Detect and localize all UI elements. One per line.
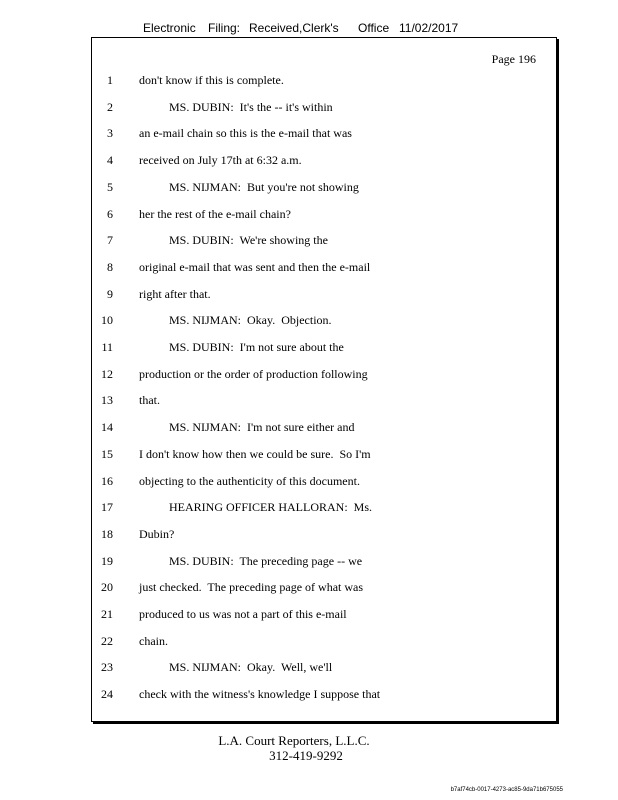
- line-text: produced to us was not a part of this e-mail: [139, 607, 347, 621]
- transcript-line: [92, 393, 556, 413]
- line-text: Dubin?: [139, 526, 175, 541]
- transcript-line: [92, 447, 556, 467]
- line-text: original e-mail that was sent and then the e-mail: [139, 259, 371, 274]
- line-text: MS. DUBIN: We're showing the: [139, 233, 328, 248]
- transcript-line: [92, 313, 556, 333]
- line-text: right after that.: [139, 286, 211, 301]
- line-number: 20: [101, 580, 113, 595]
- line-number: 23: [101, 660, 113, 675]
- line-number: 5: [107, 179, 113, 194]
- transcript-line: [92, 153, 556, 173]
- line-number: 10: [101, 313, 113, 328]
- transcript-line: [92, 260, 556, 280]
- line-text: HEARING OFFICER HALLORAN: Ms.: [139, 500, 373, 515]
- line-number: 11: [101, 340, 113, 354]
- transcript-line: [92, 420, 556, 440]
- line-text: MS. DUBIN: The preceding page -- we: [139, 553, 363, 568]
- transcript-line: [92, 634, 556, 654]
- line-number: 1: [107, 73, 113, 87]
- filing-header-date: 11/02/2017: [399, 21, 459, 35]
- transcript-line: [92, 474, 556, 494]
- line-text: MS. DUBIN: I'm not sure about the: [139, 340, 344, 354]
- line-text: I don't know how then we could be sure. So I'm: [139, 446, 371, 461]
- transcript-line: [92, 580, 556, 600]
- line-text: MS. NIJMAN: I'm not sure either and: [139, 420, 355, 435]
- filing-header-electronic: Electronic: [143, 21, 196, 35]
- line-number: 22: [101, 633, 113, 648]
- line-text: chain.: [139, 633, 168, 648]
- line-text: MS. NIJMAN: But you're not showing: [139, 179, 359, 194]
- transcript-line: [92, 660, 556, 680]
- transcript-line: [92, 287, 556, 307]
- transcript-line: [92, 207, 556, 227]
- transcript-line: [92, 554, 556, 574]
- line-number: 3: [107, 126, 113, 141]
- transcript-line: [92, 340, 556, 360]
- line-text: just checked. The preceding page of what was: [139, 580, 364, 595]
- line-number: 14: [101, 420, 113, 435]
- line-number: 18: [101, 526, 113, 541]
- line-number: 4: [107, 153, 113, 168]
- line-text: MS. NIJMAN: Okay. Objection.: [139, 313, 332, 328]
- line-number: 19: [101, 553, 113, 568]
- line-number: 6: [107, 206, 113, 221]
- transcript-page: [91, 37, 557, 722]
- filing-header-office: Office: [358, 21, 390, 35]
- line-text: an e-mail chain so this is the e-mail that was: [139, 126, 352, 141]
- line-text: MS. NIJMAN: Okay. Well, we'll: [139, 660, 333, 675]
- footer-company: L.A. Court Reporters, L.L.C.: [218, 733, 370, 748]
- transcript-line: [92, 607, 556, 627]
- filing-header-received: Received,Clerk's: [249, 21, 339, 35]
- footer-phone: 312-419-9292: [269, 748, 343, 763]
- transcript-line: [92, 367, 556, 387]
- filing-header-filing: Filing:: [208, 21, 241, 35]
- line-number: 24: [101, 687, 113, 702]
- line-text: her the rest of the e-mail chain?: [139, 206, 291, 221]
- transcript-line: [92, 500, 556, 520]
- transcript-line: [92, 527, 556, 547]
- line-number: 8: [107, 259, 113, 274]
- line-number: 13: [101, 393, 113, 408]
- line-text: received on July 17th at 6:32 a.m.: [139, 153, 302, 168]
- line-number: 15: [101, 446, 113, 461]
- line-text: objecting to the authenticity of this document.: [139, 473, 360, 488]
- line-number: 12: [101, 366, 113, 381]
- line-number: 2: [107, 99, 113, 114]
- page-number: Page 196: [491, 52, 536, 66]
- transcript-line: [92, 126, 556, 146]
- transcript-line: [92, 73, 556, 93]
- line-number: 17: [101, 500, 113, 515]
- document-id: b7af74cb-0017-4273-ac85-9da71b675055: [450, 787, 563, 793]
- transcript-line: [92, 180, 556, 200]
- transcript-line: [92, 687, 556, 707]
- line-text: MS. DUBIN: It's the -- it's within: [139, 99, 333, 114]
- line-number: 7: [107, 233, 113, 248]
- transcript-line: [92, 100, 556, 120]
- line-number: 9: [107, 286, 113, 301]
- line-text: check with the witness's knowledge I suppose that: [139, 687, 381, 702]
- line-text: don't know if this is complete.: [139, 73, 284, 87]
- transcript-line: [92, 233, 556, 253]
- line-number: 16: [101, 473, 113, 488]
- line-text: that.: [139, 393, 160, 408]
- line-number: 21: [101, 607, 113, 621]
- line-text: production or the order of production following: [139, 366, 368, 381]
